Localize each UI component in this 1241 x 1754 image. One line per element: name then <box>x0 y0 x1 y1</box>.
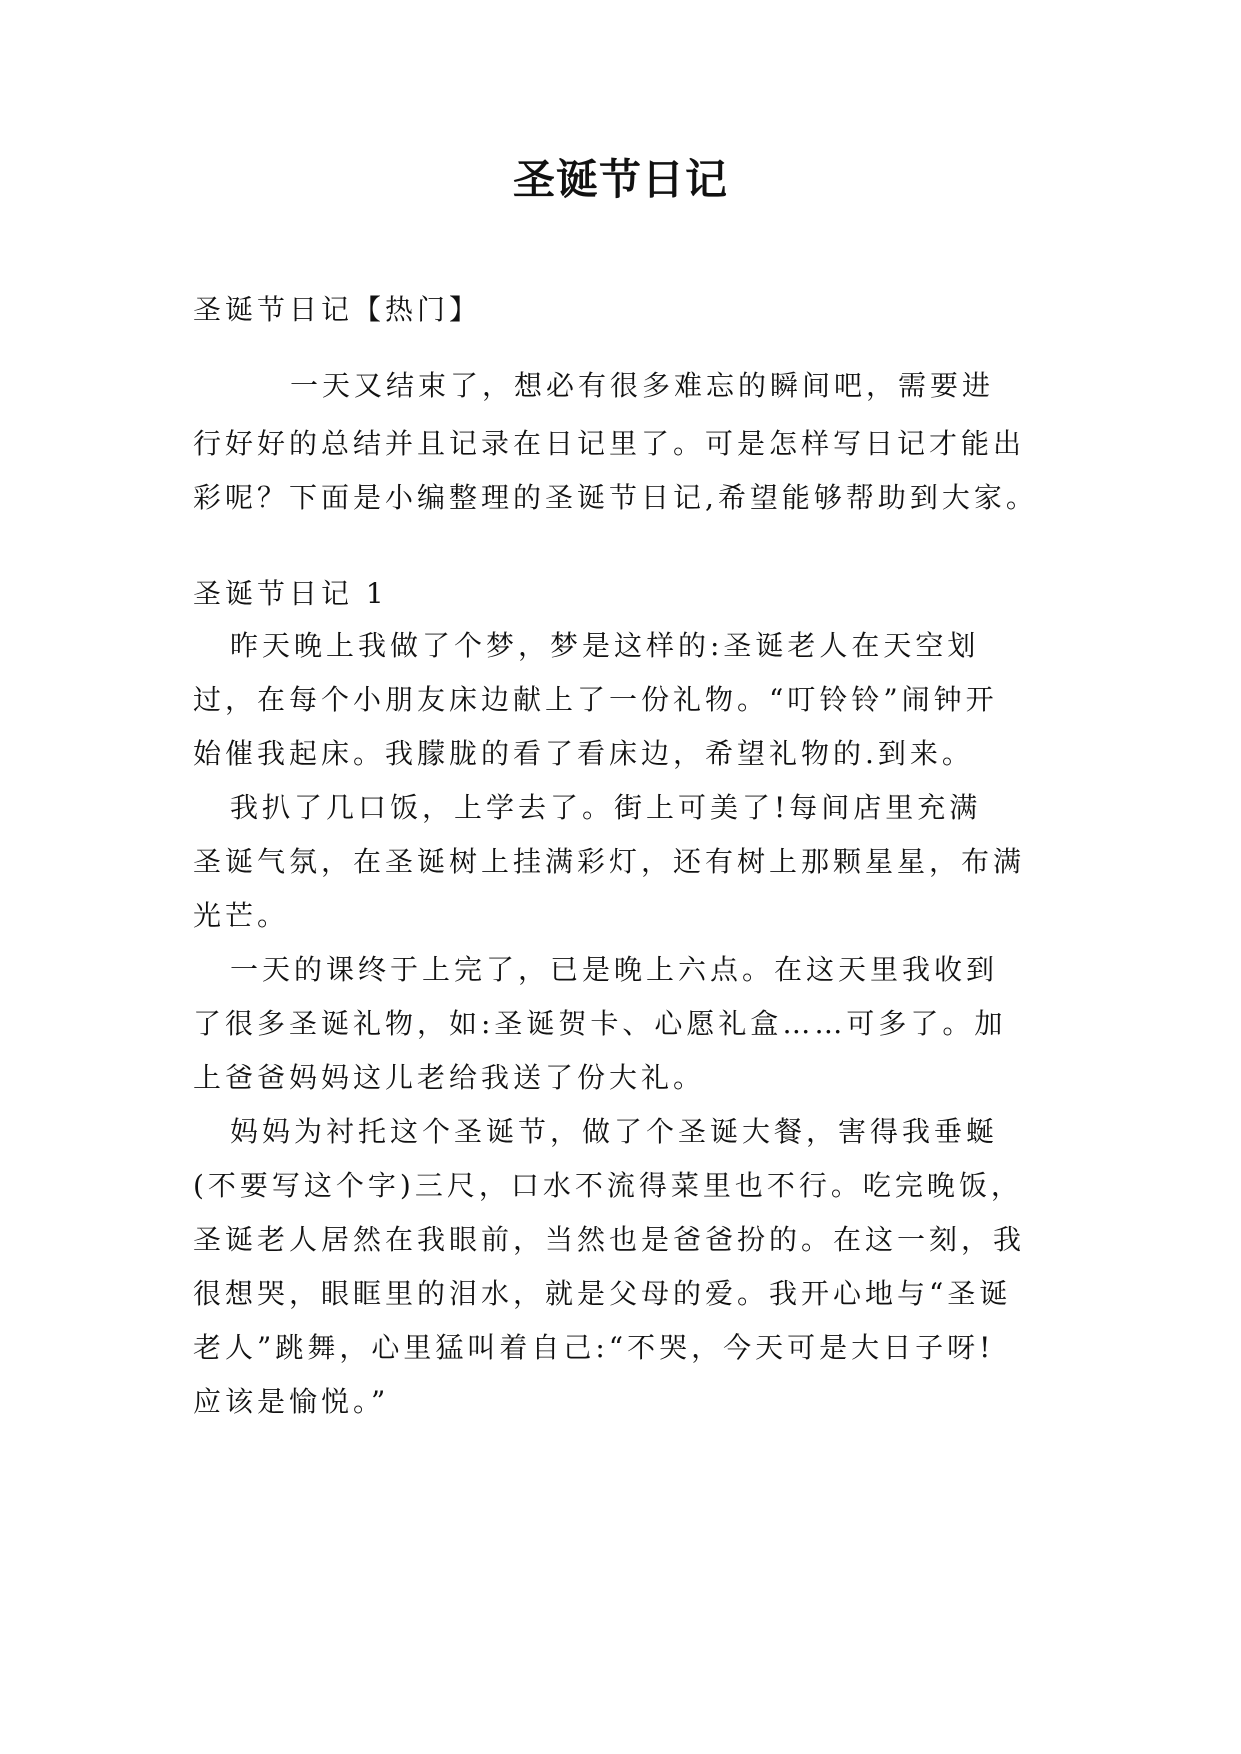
body-line: 妈妈为衬托这个圣诞节，做了个圣诞大餐，害得我垂蜒 <box>230 1115 999 1148</box>
body-line: 了很多圣诞礼物，如:圣诞贺卡、心愿礼盒……可多了。加 <box>193 1007 1007 1040</box>
body-line: 始催我起床。我朦胧的看了看床边，希望礼物的.到来。 <box>193 737 974 770</box>
body-line: 应该是愉悦。” <box>193 1385 390 1418</box>
body-line: 过，在每个小朋友床边献上了一份礼物。“叮铃铃”闹钟开 <box>193 683 998 716</box>
body-line: 上爸爸妈妈这儿老给我送了份大礼。 <box>193 1061 706 1094</box>
body-line: 我扒了几口饭，上学去了。街上可美了!每间店里充满 <box>230 791 982 824</box>
intro-line: 彩呢？下面是小编整理的圣诞节日记,希望能够帮助到大家。 <box>193 481 1038 514</box>
section-heading: 圣诞节日记 1 <box>193 577 388 610</box>
body-line: 圣诞老人居然在我眼前，当然也是爸爸扮的。在这一刻，我 <box>193 1223 1026 1256</box>
body-line: 老人”跳舞，心里猛叫着自己:“不哭，今天可是大日子呀! <box>193 1331 995 1364</box>
intro-line: 一天又结束了，想必有很多难忘的瞬间吧，需要进 <box>290 369 995 402</box>
body-line: 昨天晚上我做了个梦，梦是这样的:圣诞老人在天空划 <box>230 629 980 662</box>
body-line: 一天的课终于上完了，已是晚上六点。在这天里我收到 <box>230 953 999 986</box>
body-line: 圣诞气氛，在圣诞树上挂满彩灯，还有树上那颗星星，布满 <box>193 845 1026 878</box>
body-line: 很想哭，眼眶里的泪水，就是父母的爱。我开心地与“圣诞 <box>193 1277 1012 1310</box>
document-subtitle: 圣诞节日记【热门】 <box>193 293 482 326</box>
body-line: (不要写这个字)三尺，口水不流得菜里也不行。吃完晚饭， <box>193 1169 1023 1202</box>
intro-line: 行好好的总结并且记录在日记里了。可是怎样写日记才能出 <box>193 427 1026 460</box>
body-line: 光芒。 <box>193 899 290 932</box>
document-title: 圣诞节日记 <box>512 155 728 204</box>
